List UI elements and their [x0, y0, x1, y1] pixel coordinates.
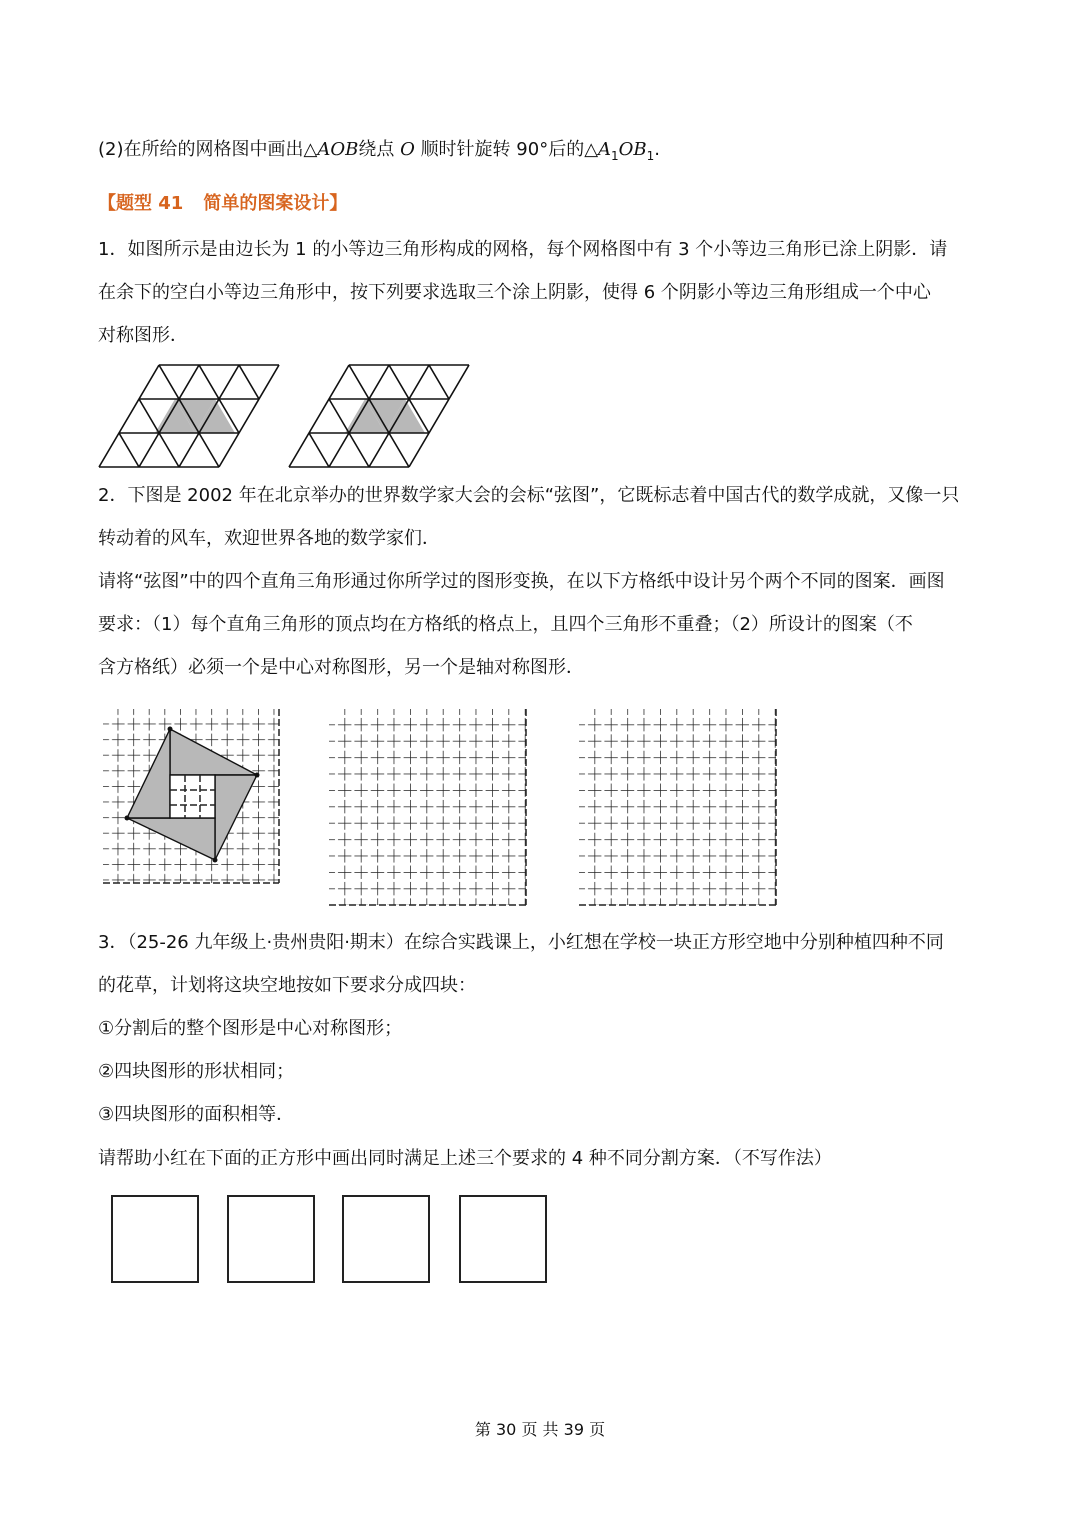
- triangle-grid-figure-1: [95, 360, 285, 472]
- blank-grid-1[interactable]: [328, 708, 528, 906]
- current-page-number: 30: [496, 1420, 517, 1439]
- square-plan-1[interactable]: [111, 1195, 199, 1283]
- q1-line-3: 对称图形．: [98, 325, 188, 346]
- triangle-grid-figure-2: [285, 360, 475, 472]
- q2-line-2: 转动着的风车，欢迎世界各地的数学家们．: [98, 528, 440, 549]
- q3-line-2: 的花草，计划将这块空地按如下要求分成四块：: [98, 975, 476, 996]
- inner-square: [170, 775, 215, 818]
- q1-line-1: 1．如图所示是由边长为 1 的小等边三角形构成的网格，每个网格图中有 3 个小等边三角形已涂上阴影．请: [98, 239, 948, 260]
- xian-tu-grid: [102, 708, 282, 886]
- q2-line-3: 请将“弦图”中的四个直角三角形通过你所学过的图形变换，在以下方格纸中设计另个两个不同的图案．画图: [98, 571, 945, 592]
- square-plan-4[interactable]: [459, 1195, 547, 1283]
- q2-line-5: 含方格纸）必须一个是中心对称图形，另一个是轴对称图形．: [98, 657, 584, 678]
- part2-instruction: (2)在所给的网格图中画出△AOB绕点 O 顺时针旋转 90°后的$\triangle A_1OB_1$.: [98, 139, 661, 163]
- total-page-number: 39: [563, 1420, 584, 1439]
- triangle-aob: AOB: [317, 139, 359, 160]
- point-o: O: [400, 139, 415, 160]
- section-heading: 【题型 41 简单的图案设计】: [98, 193, 348, 214]
- q2-line-1: 2．下图是 2002 年在北京举办的世界数学家大会的会标“弦图”，它既标志着中国古代的数学成就，又像一只: [98, 485, 960, 506]
- q2-line-4: 要求：（1）每个直角三角形的顶点均在方格纸的格点上，且四个三角形不重叠；（2）所设计的图案（不: [98, 614, 913, 635]
- q3-line-1: 3．（25-26 九年级上·贵州贵阳·期末）在综合实践课上，小红想在学校一块正方形空地中分别种植四种不同: [98, 932, 944, 953]
- q3-requirement-1: ①分割后的整个图形是中心对称图形；: [98, 1018, 403, 1039]
- blank-grid-2[interactable]: [578, 708, 778, 906]
- square-plan-3[interactable]: [342, 1195, 430, 1283]
- square-plan-2[interactable]: [227, 1195, 315, 1283]
- q3-requirement-3: ③四块图形的面积相等．: [98, 1104, 295, 1125]
- q3-requirement-2: ②四块图形的形状相同；: [98, 1061, 295, 1082]
- page-footer: 第 30 页 共 39 页: [474, 1420, 606, 1439]
- q1-line-2: 在余下的空白小等边三角形中，按下列要求选取三个涂上阴影，使得 6 个阴影小等边三角形组成一个中心: [98, 282, 931, 303]
- q3-line-3: 请帮助小红在下面的正方形中画出同时满足上述三个要求的 4 种不同分割方案．（不写作法）: [98, 1148, 832, 1169]
